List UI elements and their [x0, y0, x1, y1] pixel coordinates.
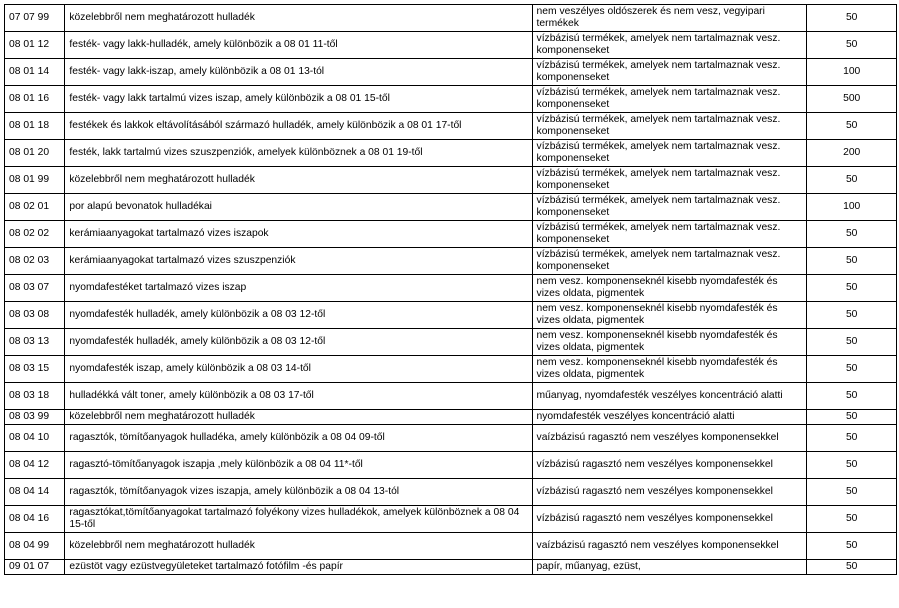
waste-description-cell: nyomdafestéket tartalmazó vizes iszap [65, 275, 532, 302]
table-row [5, 452, 897, 479]
waste-description-cell: por alapú bevonatok hulladékai [65, 194, 532, 221]
waste-description-cell: festék, lakk tartalmú vizes szuszpenziók, amelyek különböznek a 08 01 19-től [65, 140, 532, 167]
quantity-cell: 50 [807, 410, 897, 425]
table-row [5, 383, 897, 410]
waste-description-cell: hulladékká vált toner, amely különbözik a 08 03 17-től [65, 383, 532, 410]
waste-code-cell: 08 01 99 [5, 167, 65, 194]
composition-note-cell: vízbázisú termékek, amelyek nem tartalmaznak vesz. komponenseket [532, 248, 807, 275]
waste-description-cell: nyomdafesték hulladék, amely különbözik a 08 03 12-től [65, 302, 532, 329]
quantity-cell: 50 [807, 32, 897, 59]
quantity-cell: 50 [807, 533, 897, 560]
quantity-cell: 50 [807, 221, 897, 248]
composition-note-cell: nem vesz. komponenseknél kisebb nyomdafesték és vizes oldata, pigmentek [532, 302, 807, 329]
waste-code-cell: 08 02 01 [5, 194, 65, 221]
composition-note-cell: nem veszélyes oldószerek és nem vesz, vegyipari termékek [532, 5, 807, 32]
table-row [5, 86, 897, 113]
composition-note-cell: vízbázisú termékek, amelyek nem tartalmaznak vesz. komponenseket [532, 221, 807, 248]
waste-description-cell: nyomdafesték iszap, amely különbözik a 08 03 14-től [65, 356, 532, 383]
waste-description-cell: közelebbről nem meghatározott hulladék [65, 5, 532, 32]
waste-description-cell: kerámiaanyagokat tartalmazó vizes iszapok [65, 221, 532, 248]
composition-note-cell: vízbázisú termékek, amelyek nem tartalmaznak vesz. komponenseket [532, 86, 807, 113]
quantity-cell: 50 [807, 356, 897, 383]
waste-code-cell: 08 03 08 [5, 302, 65, 329]
waste-description-cell: festék- vagy lakk-hulladék, amely különbözik a 08 01 11-től [65, 32, 532, 59]
waste-code-cell: 08 02 03 [5, 248, 65, 275]
quantity-cell: 50 [807, 302, 897, 329]
quantity-cell: 50 [807, 560, 897, 575]
waste-description-cell: ragasztókat,tömítőanyagokat tartalmazó folyékony vizes hulladékok, amelyek különböznek a 08 04 15-től [65, 506, 532, 533]
composition-note-cell: vízbázisú termékek, amelyek nem tartalmaznak vesz. komponenseket [532, 140, 807, 167]
waste-description-cell: kerámiaanyagokat tartalmazó vizes szuszpenziók [65, 248, 532, 275]
waste-code-cell: 08 01 18 [5, 113, 65, 140]
table-row [5, 479, 897, 506]
waste-description-cell: közelebbről nem meghatározott hulladék [65, 167, 532, 194]
table-row [5, 194, 897, 221]
waste-code-cell: 08 04 14 [5, 479, 65, 506]
waste-code-cell: 08 03 99 [5, 410, 65, 425]
composition-note-cell: műanyag, nyomdafesték veszélyes koncentráció alatti [532, 383, 807, 410]
composition-note-cell: nem vesz. komponenseknél kisebb nyomdafesték és vizes oldata, pigmentek [532, 356, 807, 383]
composition-note-cell: vaízbázisú ragasztó nem veszélyes komponensekkel [532, 425, 807, 452]
table-row [5, 410, 897, 425]
waste-description-cell: ragasztók, tömítőanyagok vizes iszapja, amely különbözik a 08 04 13-tól [65, 479, 532, 506]
waste-code-cell: 08 04 99 [5, 533, 65, 560]
table-row [5, 5, 897, 32]
quantity-cell: 50 [807, 329, 897, 356]
composition-note-cell: vízbázisú ragasztó nem veszélyes komponensekkel [532, 479, 807, 506]
table-row [5, 560, 897, 575]
waste-description-cell: festék- vagy lakk tartalmú vizes iszap, amely különbözik a 08 01 15-től [65, 86, 532, 113]
waste-description-cell: ragasztók, tömítőanyagok hulladéka, amely különbözik a 08 04 09-től [65, 425, 532, 452]
table-row [5, 425, 897, 452]
quantity-cell: 50 [807, 275, 897, 302]
composition-note-cell: nyomdafesték veszélyes koncentráció alatti [532, 410, 807, 425]
waste-code-cell: 08 03 07 [5, 275, 65, 302]
table-row [5, 221, 897, 248]
quantity-cell: 500 [807, 86, 897, 113]
waste-code-cell: 07 07 99 [5, 5, 65, 32]
table-row [5, 140, 897, 167]
quantity-cell: 100 [807, 194, 897, 221]
waste-description-cell: ragasztó-tömítőanyagok iszapja ,mely különbözik a 08 04 11*-től [65, 452, 532, 479]
waste-code-cell: 08 03 13 [5, 329, 65, 356]
table-row [5, 275, 897, 302]
quantity-cell: 50 [807, 425, 897, 452]
quantity-cell: 100 [807, 59, 897, 86]
composition-note-cell: vízbázisú termékek, amelyek nem tartalmaznak vesz. komponenseket [532, 113, 807, 140]
waste-code-cell: 09 01 07 [5, 560, 65, 575]
composition-note-cell: vízbázisú termékek, amelyek nem tartalmaznak vesz. komponenseket [532, 59, 807, 86]
quantity-cell: 50 [807, 113, 897, 140]
table-row [5, 302, 897, 329]
waste-code-cell: 08 01 14 [5, 59, 65, 86]
composition-note-cell: vízbázisú termékek, amelyek nem tartalmaznak vesz. komponenseket [532, 167, 807, 194]
waste-description-cell: nyomdafesték hulladék, amely különbözik a 08 03 12-től [65, 329, 532, 356]
composition-note-cell: papír, műanyag, ezüst, [532, 560, 807, 575]
table-row [5, 248, 897, 275]
table-row [5, 356, 897, 383]
table-row [5, 167, 897, 194]
composition-note-cell: nem vesz. komponenseknél kisebb nyomdafesték és vizes oldata, pigmentek [532, 275, 807, 302]
quantity-cell: 50 [807, 167, 897, 194]
quantity-cell: 50 [807, 5, 897, 32]
quantity-cell: 50 [807, 479, 897, 506]
waste-code-cell: 08 03 15 [5, 356, 65, 383]
table-row [5, 506, 897, 533]
waste-code-cell: 08 04 16 [5, 506, 65, 533]
quantity-cell: 50 [807, 383, 897, 410]
quantity-cell: 50 [807, 452, 897, 479]
waste-code-table-body [5, 5, 897, 575]
composition-note-cell: vaízbázisú ragasztó nem veszélyes komponensekkel [532, 533, 807, 560]
table-row [5, 59, 897, 86]
waste-description-cell: közelebbről nem meghatározott hulladék [65, 533, 532, 560]
waste-description-cell: ezüstöt vagy ezüstvegyületeket tartalmazó fotófilm -és papír [65, 560, 532, 575]
quantity-cell: 50 [807, 248, 897, 275]
table-row [5, 533, 897, 560]
table-row [5, 329, 897, 356]
waste-description-cell: festékek és lakkok eltávolításából származó hulladék, amely különbözik a 08 01 17-től [65, 113, 532, 140]
waste-code-cell: 08 01 16 [5, 86, 65, 113]
waste-code-cell: 08 03 18 [5, 383, 65, 410]
composition-note-cell: vízbázisú termékek, amelyek nem tartalmaznak vesz. komponenseket [532, 32, 807, 59]
waste-description-cell: festék- vagy lakk-iszap, amely különbözik a 08 01 13-tól [65, 59, 532, 86]
composition-note-cell: nem vesz. komponenseknél kisebb nyomdafesték és vizes oldata, pigmentek [532, 329, 807, 356]
waste-code-cell: 08 01 12 [5, 32, 65, 59]
waste-code-cell: 08 01 20 [5, 140, 65, 167]
quantity-cell: 50 [807, 506, 897, 533]
composition-note-cell: vízbázisú ragasztó nem veszélyes komponensekkel [532, 452, 807, 479]
table-row [5, 32, 897, 59]
waste-code-cell: 08 04 10 [5, 425, 65, 452]
waste-description-cell: közelebbről nem meghatározott hulladék [65, 410, 532, 425]
composition-note-cell: vízbázisú ragasztó nem veszélyes komponensekkel [532, 506, 807, 533]
composition-note-cell: vízbázisú termékek, amelyek nem tartalmaznak vesz. komponenseket [532, 194, 807, 221]
table-row [5, 113, 897, 140]
waste-code-cell: 08 02 02 [5, 221, 65, 248]
waste-code-table [4, 4, 897, 575]
quantity-cell: 200 [807, 140, 897, 167]
waste-code-cell: 08 04 12 [5, 452, 65, 479]
